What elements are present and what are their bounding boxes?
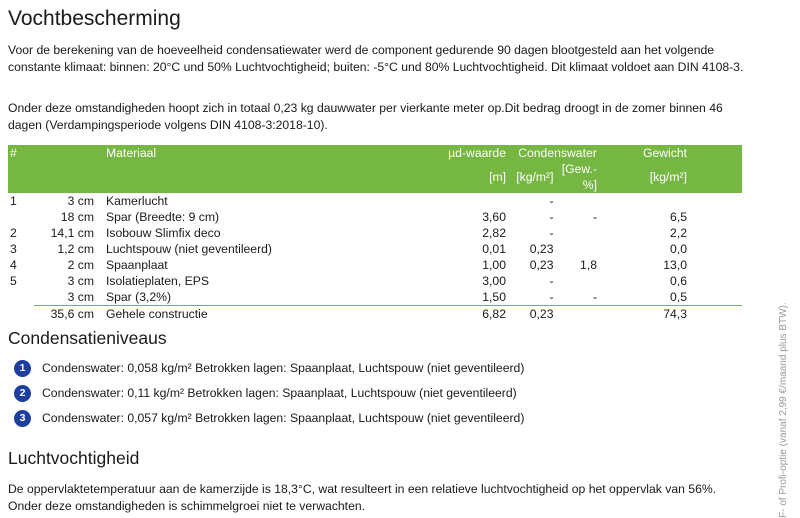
table-row: 5 3 cm Isolatieplaten, EPS 3,00 - 0,6 (10, 274, 687, 288)
humidity-heading: Luchtvochtigheid (8, 448, 140, 468)
level-text: Condenswater: 0,057 kg/m² Betrokken lagen: Spaanplaat, Luchtspouw (niet geventileerd) (42, 411, 525, 425)
header-num: # (10, 146, 17, 160)
table-row: 2 14,1 cm Isobouw Slimfix deco 2,82 - 2,2 (10, 226, 687, 240)
header-thickness (34, 145, 98, 161)
unit-weight: [kg/m²] (649, 170, 687, 184)
humidity-paragraph: De oppervlaktetemperatuur aan de kamerzijde is 18,3°C, wat resulteert in een relatieve luchtvochtigheid op het oppervlak van 56%. Onder deze omstandigheden is schimmelgroei niet te verwachten. (8, 482, 717, 513)
unit-mud: [m] (489, 170, 506, 184)
condensation-level (14, 410, 524, 427)
level-text: Condenswater: 0,058 kg/m² Betrokken lagen: Spaanplaat, Luchtspouw (niet geventileerd) (42, 361, 525, 375)
result-paragraph: Onder deze omstandigheden hoopt zich in totaal 0,23 kg dauwwater per vierkante meter op.Dit bedrag droogt in de zomer binnen 46 dagen (Verdampingsperiode volgens DIN 4108-3:2018-10). (8, 101, 723, 132)
table-row: 4 2 cm Spaanplaat 1,00 0,23 1,8 13,0 (10, 258, 687, 272)
header-mud: µd-waarde (448, 146, 506, 160)
layers-table (8, 145, 742, 322)
level-number-badge: 1 (14, 360, 31, 377)
header-weight: Gewicht (642, 146, 687, 160)
intro-paragraph: Voor de berekening van de hoeveelheid condensatiewater werd de component gedurende 90 dagen blootgesteld aan het volgende constante klimaat: binnen: 20°C und 50% Luchtvochtigheid; buiten: -5°C und 80% Luchtvochtigheid. Dit klimaat voldoet aan DIN 4108-3. (8, 43, 744, 74)
condensation-heading: Condensatieniveaus (8, 328, 167, 348)
condensation-level (14, 360, 524, 377)
table-row: 3 1,2 cm Luchtspouw (niet geventileerd) 0,01 0,23 0,0 (10, 242, 687, 256)
level-text: Condenswater: 0,11 kg/m² Betrokken lagen: Spaanplaat, Luchtspouw (niet geventileerd) (42, 386, 517, 400)
side-note: F- of Profi-optie (vanaf 2,99 €/maand plus BTW). (778, 302, 789, 518)
header-material: Materiaal (106, 146, 157, 160)
unit-kg: [kg/m²] (516, 170, 554, 184)
table-row: 3 cm Spar (3,2%) 1,50 - - 0,5 (67, 290, 687, 304)
header-condens: Condenswater (518, 146, 597, 160)
table-row: 18 cm Spar (Breedte: 9 cm) 3,60 - - 6,5 (60, 210, 687, 224)
table-header-row (8, 145, 742, 161)
condensation-level (14, 385, 517, 402)
table-total-row: 35,6 cm Gehele constructie 6,82 0,23 74,3 (8, 306, 742, 323)
page-title: Vochtbescherming (8, 7, 181, 30)
table-row: 1 3 cm Kamerlucht - (10, 194, 554, 208)
unit-gew: [Gew.-%] (561, 162, 597, 192)
level-number-badge: 2 (14, 385, 31, 402)
level-number-badge: 3 (14, 410, 31, 427)
table-units-row (8, 161, 742, 193)
